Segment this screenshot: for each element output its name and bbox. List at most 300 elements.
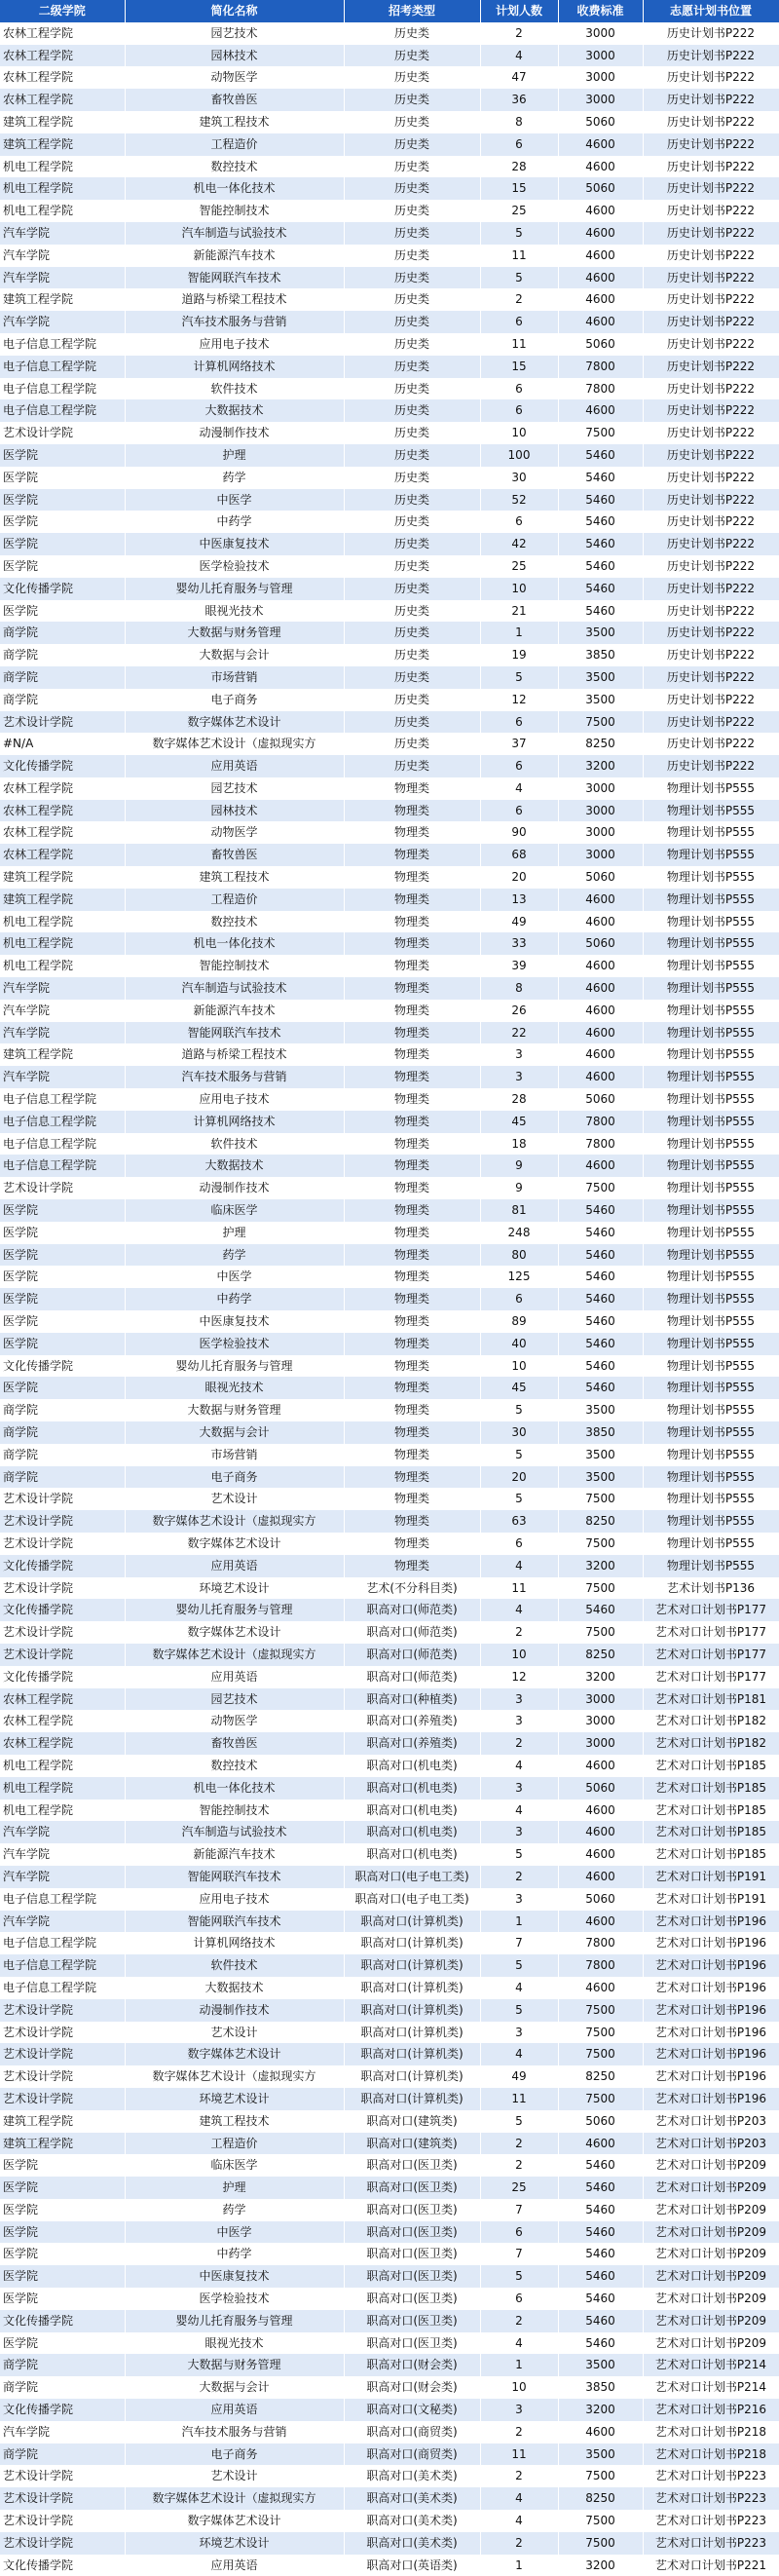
exam-type-cell: 物理类 [344,889,480,911]
college-cell: 商学院 [0,1444,125,1466]
table-row [0,666,779,689]
major-cell: 软件技术 [125,378,344,400]
fee-cell: 5460 [558,1355,643,1378]
college-cell: 机电工程学院 [0,156,125,178]
college-cell: 艺术设计学院 [0,1533,125,1555]
fee-cell: 4600 [558,911,643,933]
fee-cell: 4600 [558,1821,643,1843]
fee-cell: 5460 [558,2177,643,2199]
plan-page-cell: 物理计划书P555 [643,1133,779,1155]
exam-type-cell: 历史类 [344,689,480,711]
fee-cell: 3500 [558,622,643,644]
college-cell: 艺术设计学院 [0,1177,125,1199]
exam-type-cell: 职高对口(文秘类) [344,2399,480,2421]
plan-count-cell: 4 [480,1977,558,1999]
exam-type-cell: 职高对口(建筑类) [344,2133,480,2155]
table-row [0,2043,779,2065]
major-cell: 药学 [125,467,344,489]
fee-cell: 8250 [558,2065,643,2088]
college-cell: 艺术设计学院 [0,2065,125,2088]
major-cell: 婴幼儿托育服务与管理 [125,578,344,600]
exam-type-cell: 职高对口(师范类) [344,1599,480,1621]
exam-type-cell: 职高对口(计算机类) [344,1954,480,1977]
plan-count-cell: 2 [480,2465,558,2487]
table-row [0,555,779,578]
fee-cell: 7500 [558,2510,643,2532]
major-cell: 中医康复技术 [125,1310,344,1333]
fee-cell: 3000 [558,800,643,822]
plan-count-cell: 11 [480,2443,558,2466]
plan-page-cell: 历史计划书P222 [643,89,779,111]
exam-type-cell: 历史类 [344,245,480,267]
fee-cell: 4600 [558,399,643,422]
fee-cell: 3500 [558,1466,643,1489]
table-row [0,2399,779,2421]
major-cell: 医学检验技术 [125,1333,344,1355]
plan-count-cell: 4 [480,2487,558,2510]
college-cell: 文化传播学院 [0,755,125,777]
plan-page-cell: 物理计划书P555 [643,977,779,1000]
plan-page-cell: 物理计划书P555 [643,1199,779,1222]
fee-cell: 4600 [558,2421,643,2443]
exam-type-cell: 职高对口(商贸类) [344,2421,480,2443]
college-cell: 艺术设计学院 [0,1621,125,1644]
table-row [0,444,779,467]
major-cell: 工程造价 [125,133,344,156]
plan-page-cell: 物理计划书P555 [643,1088,779,1111]
college-cell: 文化传播学院 [0,2555,125,2576]
plan-page-cell: 历史计划书P222 [643,600,779,623]
fee-cell: 4600 [558,1866,643,1888]
table-row [0,1911,779,1933]
fee-cell: 5460 [558,444,643,467]
fee-cell: 3000 [558,1710,643,1732]
fee-cell: 3850 [558,2376,643,2399]
plan-count-cell: 20 [480,1466,558,1489]
plan-count-cell: 8 [480,977,558,1000]
plan-count-cell: 30 [480,467,558,489]
table-row [0,1977,779,1999]
major-cell: 数控技术 [125,156,344,178]
college-cell: 电子信息工程学院 [0,356,125,378]
plan-count-cell: 42 [480,533,558,555]
plan-page-cell: 物理计划书P555 [643,1177,779,1199]
exam-type-cell: 历史类 [344,622,480,644]
college-cell: 农林工程学院 [0,89,125,111]
plan-page-cell: 历史计划书P222 [643,111,779,133]
college-cell: 机电工程学院 [0,932,125,955]
exam-type-cell: 职高对口(机电类) [344,1843,480,1866]
major-cell: 智能网联汽车技术 [125,1911,344,1933]
plan-count-cell: 6 [480,133,558,156]
table-row [0,777,779,800]
table-row [0,1155,779,1177]
plan-page-cell: 艺术对口计划书P196 [643,1911,779,1933]
fee-cell: 7500 [558,1999,643,2022]
major-cell: 数字媒体艺术设计（虚拟现实方 [125,2065,344,2088]
plan-count-cell: 25 [480,2177,558,2199]
fee-cell: 4600 [558,222,643,245]
table-row [0,689,779,711]
table-row [0,1666,779,1688]
college-cell: 艺术设计学院 [0,2022,125,2044]
college-cell: 商学院 [0,2376,125,2399]
plan-count-cell: 5 [480,666,558,689]
plan-count-cell: 7 [480,2243,558,2265]
table-row [0,200,779,222]
major-cell: 应用电子技术 [125,1888,344,1911]
fee-cell: 5460 [558,2199,643,2221]
fee-cell: 5060 [558,333,643,356]
plan-count-cell: 2 [480,1621,558,1644]
major-cell: 大数据与会计 [125,644,344,666]
plan-count-cell: 11 [480,2088,558,2110]
plan-page-cell: 物理计划书P555 [643,1488,779,1510]
fee-cell: 5460 [558,467,643,489]
major-cell: 动漫制作技术 [125,1177,344,1199]
fee-cell: 5060 [558,932,643,955]
plan-count-cell: 89 [480,1310,558,1333]
exam-type-cell: 物理类 [344,1000,480,1022]
header-exam-type: 招考类型 [344,0,480,22]
header-fee: 收费标准 [558,0,643,22]
plan-count-cell: 4 [480,2043,558,2065]
college-cell: 医学院 [0,533,125,555]
plan-count-cell: 7 [480,1932,558,1954]
college-cell: 汽车学院 [0,2421,125,2443]
plan-page-cell: 历史计划书P222 [643,511,779,533]
exam-type-cell: 物理类 [344,1288,480,1310]
exam-type-cell: 历史类 [344,156,480,178]
college-cell: 医学院 [0,2177,125,2199]
plan-page-cell: 历史计划书P222 [643,578,779,600]
plan-page-cell: 历史计划书P222 [643,222,779,245]
plan-page-cell: 艺术对口计划书P214 [643,2354,779,2376]
college-cell: 商学院 [0,689,125,711]
major-cell: 动漫制作技术 [125,422,344,444]
table-row [0,1111,779,1133]
plan-page-cell: 艺术对口计划书P209 [643,2221,779,2244]
table-row [0,2199,779,2221]
plan-page-cell: 物理计划书P555 [643,1377,779,1399]
college-cell: 建筑工程学院 [0,111,125,133]
table-row [0,1066,779,1088]
college-cell: 建筑工程学院 [0,2110,125,2133]
table-row [0,1755,779,1777]
major-cell: 应用电子技术 [125,1088,344,1111]
table-row [0,1288,779,1310]
major-cell: 眼视光技术 [125,600,344,623]
major-cell: 应用英语 [125,2555,344,2576]
exam-type-cell: 物理类 [344,1466,480,1489]
exam-type-cell: 物理类 [344,1177,480,1199]
plan-page-cell: 物理计划书P555 [643,1000,779,1022]
plan-count-cell: 3 [480,1821,558,1843]
college-cell: 电子信息工程学院 [0,1977,125,1999]
plan-count-cell: 7 [480,2199,558,2221]
table-row [0,1555,779,1577]
table-row [0,2332,779,2355]
major-cell: 计算机网络技术 [125,1932,344,1954]
college-cell: 汽车学院 [0,1911,125,1933]
plan-page-cell: 历史计划书P222 [643,444,779,467]
major-cell: 中药学 [125,2243,344,2265]
table-row [0,1244,779,1267]
exam-type-cell: 物理类 [344,1022,480,1044]
fee-cell: 5060 [558,1088,643,1111]
table-row [0,2133,779,2155]
college-cell: 艺术设计学院 [0,2088,125,2110]
college-cell: 建筑工程学院 [0,2133,125,2155]
fee-cell: 8250 [558,2487,643,2510]
table-row [0,2288,779,2310]
plan-page-cell: 艺术对口计划书P177 [643,1599,779,1621]
major-cell: 大数据技术 [125,1977,344,1999]
table-row [0,1533,779,1555]
fee-cell: 4600 [558,1022,643,1044]
plan-page-cell: 艺术对口计划书P181 [643,1688,779,1711]
college-cell: 医学院 [0,2199,125,2221]
major-cell: 药学 [125,1244,344,1267]
plan-page-cell: 物理计划书P555 [643,1244,779,1267]
plan-page-cell: 物理计划书P555 [643,1555,779,1577]
plan-count-cell: 22 [480,1022,558,1044]
exam-type-cell: 职高对口(机电类) [344,1755,480,1777]
fee-cell: 3000 [558,89,643,111]
major-cell: 大数据技术 [125,1155,344,1177]
fee-cell: 3200 [558,755,643,777]
college-cell: 建筑工程学院 [0,889,125,911]
header-major: 简化名称 [125,0,344,22]
plan-count-cell: 28 [480,156,558,178]
exam-type-cell: 职高对口(医卫类) [344,2310,480,2332]
fee-cell: 4600 [558,267,643,289]
major-cell: 电子商务 [125,2443,344,2466]
fee-cell: 4600 [558,133,643,156]
plan-page-cell: 艺术对口计划书P177 [643,1644,779,1666]
table-row [0,22,779,45]
major-cell: 汽车技术服务与营销 [125,311,344,333]
exam-type-cell: 历史类 [344,356,480,378]
fee-cell: 3200 [558,2555,643,2576]
plan-count-cell: 100 [480,444,558,467]
major-cell: 机电一体化技术 [125,1777,344,1799]
plan-page-cell: 物理计划书P555 [643,777,779,800]
plan-count-cell: 6 [480,399,558,422]
fee-cell: 7500 [558,1177,643,1199]
major-cell: 园林技术 [125,45,344,67]
header-row [0,0,779,22]
plan-count-cell: 80 [480,1244,558,1267]
plan-count-cell: 20 [480,866,558,889]
college-cell: 艺术设计学院 [0,711,125,734]
plan-count-cell: 63 [480,1510,558,1533]
college-cell: 农林工程学院 [0,821,125,844]
table-row [0,866,779,889]
major-cell: 应用英语 [125,1555,344,1577]
major-cell: 汽车技术服务与营销 [125,2421,344,2443]
college-cell: 艺术设计学院 [0,1577,125,1600]
fee-cell: 7800 [558,1133,643,1155]
major-cell: 大数据与会计 [125,1421,344,1444]
major-cell: 临床医学 [125,1199,344,1222]
major-cell: 眼视光技术 [125,2332,344,2355]
fee-cell: 3850 [558,644,643,666]
exam-type-cell: 艺术(不分科目类) [344,1577,480,1600]
major-cell: 数字媒体艺术设计（虚拟现实方 [125,2487,344,2510]
college-cell: 农林工程学院 [0,1688,125,1711]
plan-page-cell: 物理计划书P555 [643,866,779,889]
plan-count-cell: 4 [480,1555,558,1577]
college-cell: 机电工程学院 [0,200,125,222]
major-cell: 中医学 [125,1266,344,1288]
fee-cell: 4600 [558,311,643,333]
table-row [0,1954,779,1977]
major-cell: 机电一体化技术 [125,932,344,955]
plan-count-cell: 10 [480,1644,558,1666]
table-row [0,1199,779,1222]
exam-type-cell: 物理类 [344,1555,480,1577]
college-cell: 医学院 [0,511,125,533]
fee-cell: 5060 [558,1777,643,1799]
college-cell: 文化传播学院 [0,1666,125,1688]
fee-cell: 3500 [558,689,643,711]
exam-type-cell: 职高对口(美术类) [344,2510,480,2532]
exam-type-cell: 物理类 [344,1488,480,1510]
major-cell: 中医学 [125,2221,344,2244]
table-row [0,511,779,533]
major-cell: 眼视光技术 [125,1377,344,1399]
major-cell: 智能网联汽车技术 [125,1022,344,1044]
fee-cell: 4600 [558,1977,643,1999]
plan-count-cell: 1 [480,622,558,644]
table-row [0,356,779,378]
exam-type-cell: 历史类 [344,489,480,511]
table-row [0,378,779,400]
exam-type-cell: 历史类 [344,666,480,689]
college-cell: 农林工程学院 [0,1732,125,1755]
fee-cell: 5460 [558,555,643,578]
college-cell: 医学院 [0,1222,125,1244]
fee-cell: 5460 [558,600,643,623]
plan-page-cell: 物理计划书P555 [643,955,779,977]
plan-page-cell: 艺术对口计划书P203 [643,2133,779,2155]
college-cell: 商学院 [0,644,125,666]
major-cell: 畜牧兽医 [125,844,344,866]
major-cell: 大数据与财务管理 [125,622,344,644]
plan-page-cell: 艺术对口计划书P191 [643,1866,779,1888]
table-row [0,2465,779,2487]
exam-type-cell: 历史类 [344,600,480,623]
plan-page-cell: 艺术对口计划书P177 [643,1621,779,1644]
plan-page-cell: 历史计划书P222 [643,711,779,734]
college-cell: 电子信息工程学院 [0,1155,125,1177]
table-row [0,1399,779,1421]
fee-cell: 5060 [558,177,643,200]
exam-type-cell: 职高对口(师范类) [344,1621,480,1644]
plan-page-cell: 艺术对口计划书P196 [643,1932,779,1954]
plan-count-cell: 11 [480,245,558,267]
fee-cell: 7500 [558,2043,643,2065]
plan-count-cell: 2 [480,1866,558,1888]
table-row [0,600,779,623]
fee-cell: 5460 [558,1333,643,1355]
header-plan-page: 志愿计划书位置 [643,0,779,22]
plan-page-cell: 物理计划书P555 [643,1222,779,1244]
exam-type-cell: 职高对口(医卫类) [344,2332,480,2355]
fee-cell: 4600 [558,1155,643,1177]
major-cell: 应用英语 [125,755,344,777]
exam-type-cell: 职高对口(商贸类) [344,2443,480,2466]
fee-cell: 7500 [558,2088,643,2110]
plan-page-cell: 历史计划书P222 [643,66,779,89]
fee-cell: 7800 [558,356,643,378]
fee-cell: 4600 [558,288,643,311]
major-cell: 医学检验技术 [125,2288,344,2310]
major-cell: 畜牧兽医 [125,89,344,111]
table-row [0,1999,779,2022]
fee-cell: 7500 [558,2532,643,2555]
major-cell: 药学 [125,2199,344,2221]
college-cell: 医学院 [0,489,125,511]
plan-count-cell: 6 [480,755,558,777]
college-cell: 农林工程学院 [0,66,125,89]
college-cell: 医学院 [0,1199,125,1222]
plan-count-cell: 25 [480,200,558,222]
plan-page-cell: 艺术对口计划书P196 [643,2022,779,2044]
table-row [0,1266,779,1288]
header-plan-count: 计划人数 [480,0,558,22]
table-row [0,932,779,955]
table-row [0,2421,779,2443]
exam-type-cell: 职高对口(电子电工类) [344,1888,480,1911]
plan-count-cell: 10 [480,2376,558,2399]
college-cell: 医学院 [0,1266,125,1288]
major-cell: 临床医学 [125,2154,344,2177]
table-row [0,2376,779,2399]
exam-type-cell: 职高对口(美术类) [344,2465,480,2487]
table-row [0,1932,779,1954]
major-cell: 婴幼儿托育服务与管理 [125,1599,344,1621]
college-cell: 医学院 [0,2243,125,2265]
fee-cell: 4600 [558,1066,643,1088]
plan-page-cell: 历史计划书P222 [643,200,779,222]
exam-type-cell: 历史类 [344,755,480,777]
major-cell: 艺术设计 [125,1488,344,1510]
plan-page-cell: 历史计划书P222 [643,533,779,555]
plan-count-cell: 11 [480,1577,558,1600]
fee-cell: 3200 [558,1666,643,1688]
plan-page-cell: 艺术对口计划书P196 [643,1999,779,2022]
college-cell: 汽车学院 [0,222,125,245]
college-cell: 商学院 [0,666,125,689]
exam-type-cell: 职高对口(医卫类) [344,2265,480,2288]
exam-type-cell: 职高对口(计算机类) [344,1911,480,1933]
exam-type-cell: 职高对口(机电类) [344,1777,480,1799]
plan-page-cell: 艺术对口计划书P209 [643,2265,779,2288]
plan-count-cell: 3 [480,1688,558,1711]
college-cell: 医学院 [0,2332,125,2355]
exam-type-cell: 历史类 [344,22,480,45]
table-row [0,133,779,156]
exam-type-cell: 职高对口(医卫类) [344,2199,480,2221]
exam-type-cell: 职高对口(财会类) [344,2376,480,2399]
plan-page-cell: 艺术对口计划书P218 [643,2443,779,2466]
exam-type-cell: 物理类 [344,821,480,844]
plan-page-cell: 艺术对口计划书P209 [643,2154,779,2177]
exam-type-cell: 职高对口(计算机类) [344,2088,480,2110]
major-cell: 智能控制技术 [125,200,344,222]
